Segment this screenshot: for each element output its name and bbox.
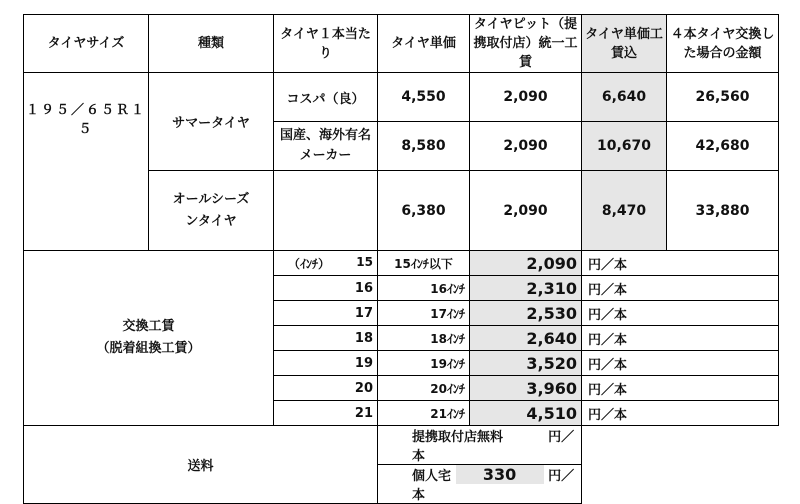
inch-number: 17 <box>274 301 378 326</box>
unit-price-cell: 6,380 <box>378 171 470 251</box>
labor-cell: 2,090 <box>470 122 582 171</box>
inch-label: 17ｲﾝﾁ <box>378 301 470 326</box>
grade-cell <box>274 171 378 251</box>
inch-label: 18ｲﾝﾁ <box>378 326 470 351</box>
exchange-fee-table <box>23 250 779 504</box>
shipping-label: 送料 <box>24 426 378 504</box>
four-tire-cell: 26,560 <box>667 73 779 122</box>
tire-price-table <box>23 14 779 251</box>
inch-number: 18 <box>274 326 378 351</box>
tire-size-cell: １９５／６５Ｒ１５ <box>24 73 149 251</box>
inch-label: 20ｲﾝﾁ <box>378 376 470 401</box>
exchange-price: 2,310 <box>470 276 582 301</box>
blank-cell <box>582 426 779 465</box>
inch-number: 16 <box>274 276 378 301</box>
type-allseason: オールシーズンタイヤ <box>149 171 274 251</box>
inch-label: 16ｲﾝﾁ <box>378 276 470 301</box>
inch-label: 21ｲﾝﾁ <box>378 401 470 426</box>
header-labor: タイヤピット（提携取付店）統一工賃 <box>470 15 582 73</box>
header-price-with-labor: タイヤ単価工賃込 <box>582 15 667 73</box>
exchange-unit: 円／本 <box>582 251 779 276</box>
exchange-unit: 円／本 <box>582 326 779 351</box>
inch-number: 21 <box>274 401 378 426</box>
labor-cell: 2,090 <box>470 73 582 122</box>
inch-number: 15 <box>356 254 373 269</box>
shipping-row <box>24 426 779 465</box>
header-four-tires: ４本タイヤ交換した場合の金額 <box>667 15 779 73</box>
inch-label: 15ｲﾝﾁ以下 <box>378 251 470 276</box>
blank-cell <box>582 465 779 504</box>
inch-number: 20 <box>274 376 378 401</box>
exchange-price: 4,510 <box>470 401 582 426</box>
header-per-tire: タイヤ１本当たり <box>274 15 378 73</box>
total-cell: 10,670 <box>582 122 667 171</box>
header-tire-size: タイヤサイズ <box>24 15 149 73</box>
exchange-unit: 円／本 <box>582 351 779 376</box>
table-row <box>24 73 779 122</box>
exchange-unit: 円／本 <box>582 401 779 426</box>
exchange-label: 交換工賃 <box>122 319 175 334</box>
grade-cell: 国産、海外有名メーカー <box>274 122 378 171</box>
four-tire-cell: 33,880 <box>667 171 779 251</box>
inch-label: 19ｲﾝﾁ <box>378 351 470 376</box>
header-type: 種類 <box>149 15 274 73</box>
type-summer: サマータイヤ <box>149 73 274 171</box>
shipping-option: 提携取付店無料 円／本 <box>378 426 582 465</box>
header-row <box>24 15 779 73</box>
exchange-unit: 円／本 <box>582 276 779 301</box>
shipping-option: 個人宅 330 円／本 <box>378 465 582 504</box>
header-unit-price: タイヤ単価 <box>378 15 470 73</box>
exchange-price: 3,520 <box>470 351 582 376</box>
exchange-price: 2,640 <box>470 326 582 351</box>
labor-cell: 2,090 <box>470 171 582 251</box>
unit-price-cell: 4,550 <box>378 73 470 122</box>
exchange-sublabel: （脱着組換工賃） <box>96 341 201 356</box>
exchange-row <box>24 251 779 276</box>
exchange-price: 2,530 <box>470 301 582 326</box>
exchange-unit: 円／本 <box>582 301 779 326</box>
grade-cell: コスパ（良） <box>274 73 378 122</box>
four-tire-cell: 42,680 <box>667 122 779 171</box>
exchange-label-cell <box>24 251 274 426</box>
price-table-sheet <box>23 14 778 503</box>
inch-header: （ｲﾝﾁ） 15 <box>274 251 378 276</box>
total-cell: 8,470 <box>582 171 667 251</box>
exchange-unit: 円／本 <box>582 376 779 401</box>
unit-price-cell: 8,580 <box>378 122 470 171</box>
total-cell: 6,640 <box>582 73 667 122</box>
inch-number: 19 <box>274 351 378 376</box>
exchange-price: 2,090 <box>470 251 582 276</box>
exchange-price: 3,960 <box>470 376 582 401</box>
